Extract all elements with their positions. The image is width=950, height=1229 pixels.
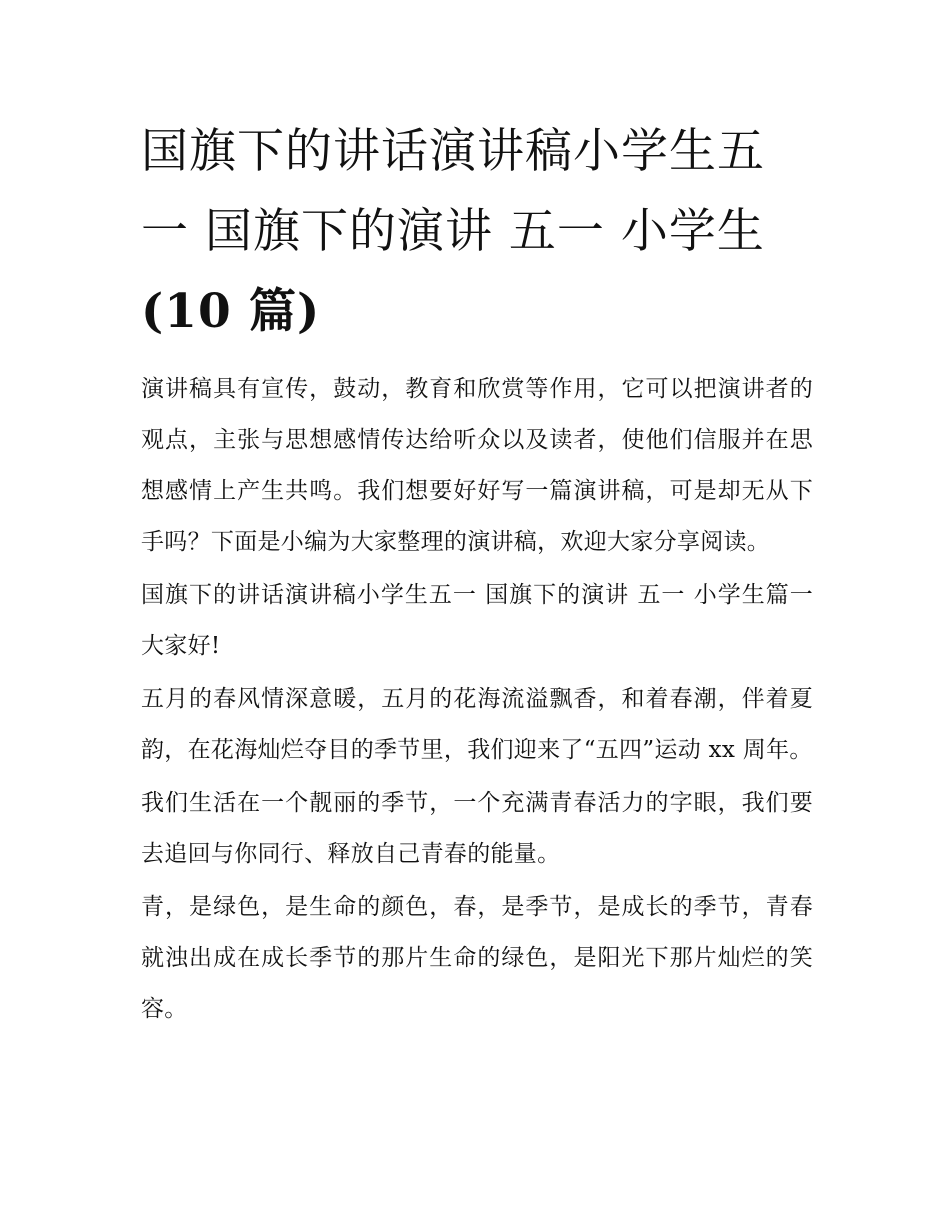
- paragraph-section-heading: 国旗下的讲话演讲稿小学生五一 国旗下的演讲 五一 小学生篇一 大家好!: [141, 582, 813, 659]
- document-body: [141, 112, 813, 1037]
- title-suffix: (10 篇): [141, 284, 321, 339]
- document-title: [141, 112, 801, 352]
- paragraph-youth: 青，是绿色，是生命的颜色，春，是季节，是成长的季节，青春就浊出成在成长季节的那片生命的绿色，是阳光下那片灿烂的笑容。: [141, 894, 813, 1022]
- title-text: 国旗下的讲话演讲稿小学生五一 国旗下的演讲 五一 小学生: [141, 124, 765, 259]
- paragraph-may-fourth: 五月的春风情深意暖，五月的花海流溢飘香，和着春潮，伴着夏韵，在花海灿烂夺目的季节里，我们迎来了“五四”运动 xx 周年。: [141, 686, 813, 763]
- paragraph-season: 我们生活在一个靓丽的季节，一个充满青春活力的字眼，我们要去追回与你同行、释放自己青春的能量。: [141, 790, 813, 867]
- paragraph-intro: 演讲稿具有宣传，鼓动，教育和欣赏等作用，它可以把演讲者的观点，主张与思想感情传达给听众以及读者，使他们信服并在思想感情上产生共鸣。我们想要好好写一篇演讲稿，可是却无从下手吗？下面是小编为大家整理的演讲稿，欢迎大家分享阅读。: [141, 376, 813, 555]
